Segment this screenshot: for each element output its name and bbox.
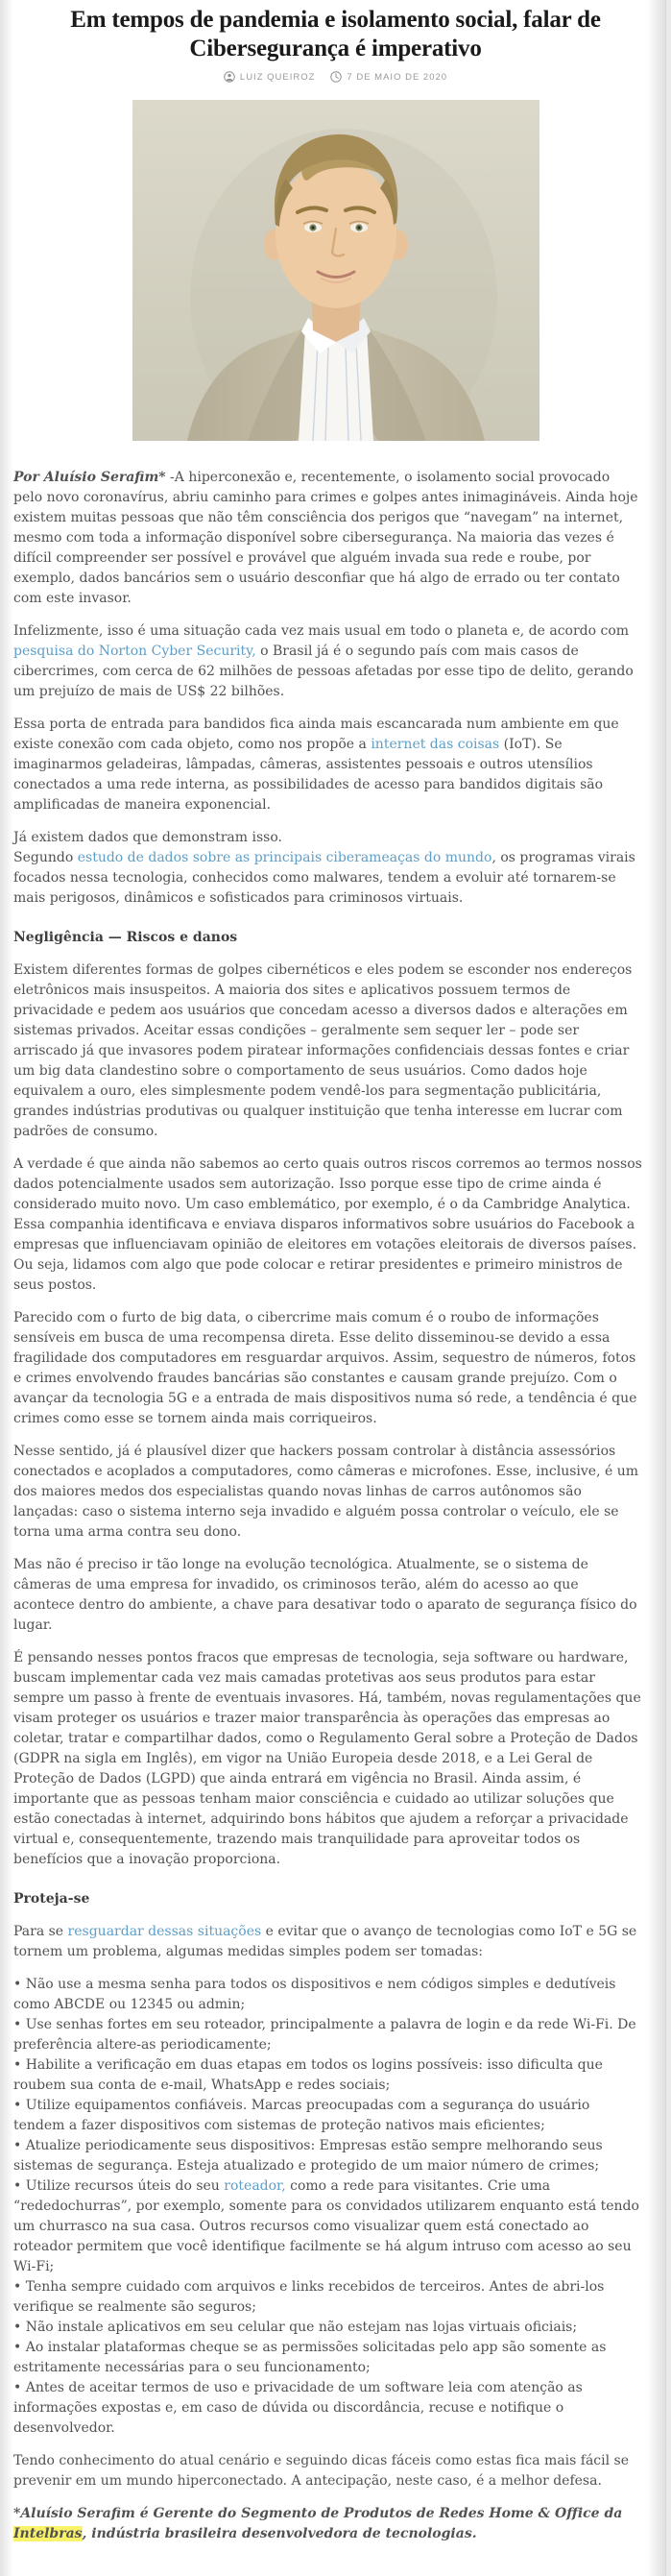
clock-icon: [330, 71, 342, 83]
inline-link[interactable]: estudo de dados sobre as principais ciberameaças do mundo: [77, 850, 492, 865]
portrait-photo: [132, 100, 539, 441]
paragraph: [13, 621, 642, 702]
text-segment: , indústria brasileira desenvolvedora de tecnologias.: [82, 2526, 477, 2541]
text-segment: Nesse sentido, já é plausível dizer que hackers possam controlar à distância assessórios conectados e acoplados a computadores, como câmeras e microfones. Esse, inclusive, é um dos maiores medos dos especialistas quando novas linhas de carros autônomos são lançadas: caso o sistema interno seja invadido e alguém possa controlar o veículo, ele se torna uma arma contra seu dono.: [13, 1444, 638, 1540]
person-circle-icon: [224, 71, 235, 83]
text-segment: A verdade é que ainda não sabemos ao certo quais outros riscos corremos ao termos nossos dados potencialmente usados sem autorização. Isso porque esse tipo de crime ainda é considerado muito novo. Um caso emblemático, por exemplo, é o da Cambridge Analytica. Essa companhia identificava e enviava disparos informativos sobre usuários do Facebook a empresas que influenciavam opinião de eleitores em votações eleitorais de diversos países. Ou seja, lidamos com algo que pode colocar e retirar presidentes e primeiro ministros de seus postos.: [13, 1156, 642, 1293]
text-segment: • Antes de aceitar termos de uso e privacidade de um software leia com atenção as informações expostas e, em caso de dúvida ou discordância, recuse e notifique o desenvolvedor.: [13, 2380, 583, 2436]
list-item: [13, 2277, 642, 2318]
text-segment: Mas não é preciso ir tão longe na evolução tecnológica. Atualmente, se o sistema de câmeras de uma empresa for invadido, os criminosos terão, além do acesso ao que acontece dentro do ambiente, a chave para desativar todo o aparato de segurança físico do lugar.: [13, 1557, 637, 1633]
section-heading: [13, 1889, 642, 1909]
paragraph: [13, 468, 642, 609]
text-segment: • Utilize recursos úteis do seu: [13, 2178, 225, 2194]
text-segment: *Aluísio Serafim é Gerente do Segmento de Produtos de Redes Home & Office da: [13, 2506, 623, 2521]
paragraph: [13, 828, 642, 909]
list-item: [13, 2338, 642, 2378]
inline-link[interactable]: resguardar dessas situações: [67, 1924, 262, 1939]
text-segment: • Use senhas fortes em seu roteador, principalmente a palavra de login e da rede Wi-Fi. De preferência altere-as periodicamente;: [13, 2017, 636, 2053]
text-segment: Parecido com o furto de big data, o cibercrime mais comum é o roubo de informações sensíveis em busca de uma recompensa direta. Esse delito disseminou-se devido a essa fragilidade dos computadores em resguardar arquivos. Assim, sequestro de números, fotos e crimes envolvendo fraudes bancárias são constantes e causam grande prejuízo. Com o avançar da tecnologia 5G e a entrada de mais dispositivos numa só rede, a tendência é que crimes como esse se tornem ainda mais corriqueiros.: [13, 1310, 637, 1426]
date-meta: [330, 71, 447, 83]
text-segment: É pensando nesses pontos fracos que empresas de tecnologia, seja software ou hardware, buscam implementar cada vez mais camadas protetivas aos seus produtos para estar sempre um passo à frente de eventuais invasores. Há, também, novas regulamentações que visam proteger os usuários e trazer maior transparência às operações das empresas ao coletar, tratar e compartilhar dados, como o Regulamento Geral sobre a Proteção de Dados (GDPR na sigla em Inglês), em vigor na União Europeia desde 2018, e a Lei Geral de Proteção de Dados (LGPD) que ainda entrará em vigência no Brasil. Ainda assim, é importante que as pessoas tenham maior consciência e cuidado ao utilizar soluções que estão conectadas à internet, adquirindo bons hábitos que ajudem a reforçar a privacidade virtual e, consequentemente, trazendo mais tranquilidade para aproveitar todos os benefícios que a inovação proporciona.: [13, 1650, 641, 1867]
featured-image: [132, 100, 539, 441]
text-segment: como a rede para visitantes. Crie uma “rededochurras”, por exemplo, somente para os convidados utilizarem enquanto está tendo um churrasco na sua casa. Outros recursos como visualizar quem está conectado ao roteador permitem que você identifique facilmente se há algum intruso com acesso ao seu Wi-Fi;: [13, 2178, 639, 2274]
text-segment: Segundo: [13, 850, 78, 865]
text-segment: • Tenha sempre cuidado com arquivos e links recebidos de terceiros. Antes de abri-los verifique se realmente são seguros;: [13, 2279, 605, 2315]
text-segment: Já existem dados que demonstram isso.: [13, 830, 282, 845]
highlighted-text: Intelbras: [13, 2526, 83, 2541]
tips-list: [13, 1975, 642, 2439]
byline: [0, 71, 671, 83]
text-segment: Existem diferentes formas de golpes cibernéticos e eles podem se esconder nos endereços eletrônicos mais insuspeitos. A maioria dos sites e aplicativos possuem termos de privacidade e pedem aos usuários que concedam acesso a diversos dados e alterações em sistemas privados. Aceitar essas condições – geralmente sem sequer ler – pode ser arriscado já que invasores podem piratear informações confidenciais dessas fontes e criar um big data clandestino sobre o comportamento de seus usuários. Como dados hoje equivalem a ouro, eles simplesmente podem vendê-los para segmentação publicitária, grandes indústrias produtivas ou qualquer instituição que tenha interesse em lucrar com padrões de consumo.: [13, 962, 633, 1139]
text-segment: Infelizmente, isso é uma situação cada vez mais usual em todo o planeta e, de acordo com: [13, 623, 630, 639]
paragraph: [13, 1442, 642, 1543]
author-meta: [224, 71, 316, 83]
list-item: [13, 2318, 642, 2338]
text-segment: • Ao instalar plataformas cheque se as permissões solicitadas pelo app são somente as estritamente necessárias para o seu funcionamento;: [13, 2340, 607, 2375]
list-item: [13, 2176, 642, 2277]
text-segment: Negligência — Riscos e danos: [13, 930, 238, 945]
paragraph: [13, 1555, 642, 1636]
paragraph: [13, 1648, 642, 1870]
text-segment: -A hiperconexão e, recentemente, o isolamento social provocado pelo novo coronavírus, abriu caminho para crimes e golpes antes inimagináveis. Ainda hoje existem muitas pessoas que não têm consciência dos perigos que “navegam” na internet, mesmo com toda a informação disponível sobre cibersegurança. Na maioria das vezes é difícil compreender ser possível e provável que alguém invada sua rede e roube, por exemplo, dados bancários sem o usuário desconfiar que há algo de errado ou ter contato com este invasor.: [13, 470, 638, 606]
paragraph: [13, 1308, 642, 1429]
section-heading: [13, 928, 642, 948]
list-item: [13, 2378, 642, 2439]
text-segment: • Habilite a verificação em duas etapas em todos os logins possíveis: isso dificulta que roubem sua conta de e-mail, WhatsApp e redes sociais;: [13, 2057, 603, 2093]
text-segment: • Não instale aplicativos em seu celular que não estejam nas lojas virtuais oficiais;: [13, 2320, 578, 2335]
article-header: [0, 0, 671, 83]
text-segment: Essa porta de entrada para bandidos fica ainda mais escancarada num ambiente em que existe conexão com cada objeto, como nos propõe a: [13, 717, 619, 752]
text-segment: Por Aluísio Serafim*: [13, 470, 166, 485]
article-title: Em tempos de pandemia e isolamento social, falar de Cibersegurança é imperativo: [70, 7, 601, 61]
inline-link[interactable]: pesquisa do Norton Cyber Security,: [13, 644, 256, 659]
text-segment: o Brasil já é o segundo país com mais casos de cibercrimes, com cerca de 62 milhões de pessoas afetadas por esse tipo de delito, gerando um prejuízo de mais de US$ 22 bilhões.: [13, 644, 634, 699]
text-segment: , os programas virais focados nessa tecnologia, conhecidos como malwares, tendem a evoluir até tornarem-se mais perigosos, dinâmicos e sofisticados para criminosos virtuais.: [13, 850, 635, 906]
paragraph: [13, 960, 642, 1142]
paragraph: [13, 2451, 642, 2491]
paragraph: [13, 1154, 642, 1296]
text-segment: Tendo conhecimento do atual cenário e seguindo dicas fáceis como estas fica mais fácil se prevenir em um mundo hiperconectado. A antecipação, neste caso, é a melhor defesa.: [13, 2453, 630, 2489]
publish-date: 7 DE MAIO DE 2020: [347, 71, 448, 83]
text-segment: • Não use a mesma senha para todos os dispositivos e nem códigos simples e dedutíveis como ABCDE ou 12345 ou admin;: [13, 1977, 616, 2012]
list-item: [13, 2015, 642, 2055]
list-item: [13, 2136, 642, 2176]
list-item: [13, 2096, 642, 2136]
text-segment: (IoT). Se imaginarmos geladeiras, lâmpadas, câmeras, assistentes pessoais e outros utensílios conectados a uma rede interna, as possibilidades de acesso para bandidos digitais são amplificadas de maneira exponencial.: [13, 737, 604, 813]
text-segment: e evitar que o avanço de tecnologias como IoT e 5G se tornem um problema, algumas medidas simples podem ser tomadas:: [13, 1924, 637, 1959]
paragraph: [13, 2504, 642, 2544]
inline-link[interactable]: roteador,: [224, 2178, 286, 2194]
list-item: [13, 1975, 642, 2015]
paragraph: [13, 715, 642, 815]
inline-link[interactable]: internet das coisas: [371, 737, 500, 752]
text-segment: • Atualize periodicamente seus dispositivos: Empresas estão sempre melhorando seus sistemas de segurança. Esteja atualizado e protegido de um maior número de crimes;: [13, 2138, 603, 2174]
paragraph: [13, 1922, 642, 1962]
scrollbar-track[interactable]: [665, 0, 671, 2576]
author-name[interactable]: LUIZ QUEIROZ: [239, 71, 316, 83]
list-item: [13, 2055, 642, 2096]
article-body: [0, 468, 671, 2576]
text-segment: • Utilize equipamentos confiáveis. Marcas preocupadas com a segurança do usuário tendem a fazer dispositivos com sistemas de proteção nativos mais eficientes;: [13, 2098, 590, 2133]
text-segment: Proteja-se: [13, 1891, 90, 1907]
text-segment: Para se: [13, 1924, 68, 1939]
